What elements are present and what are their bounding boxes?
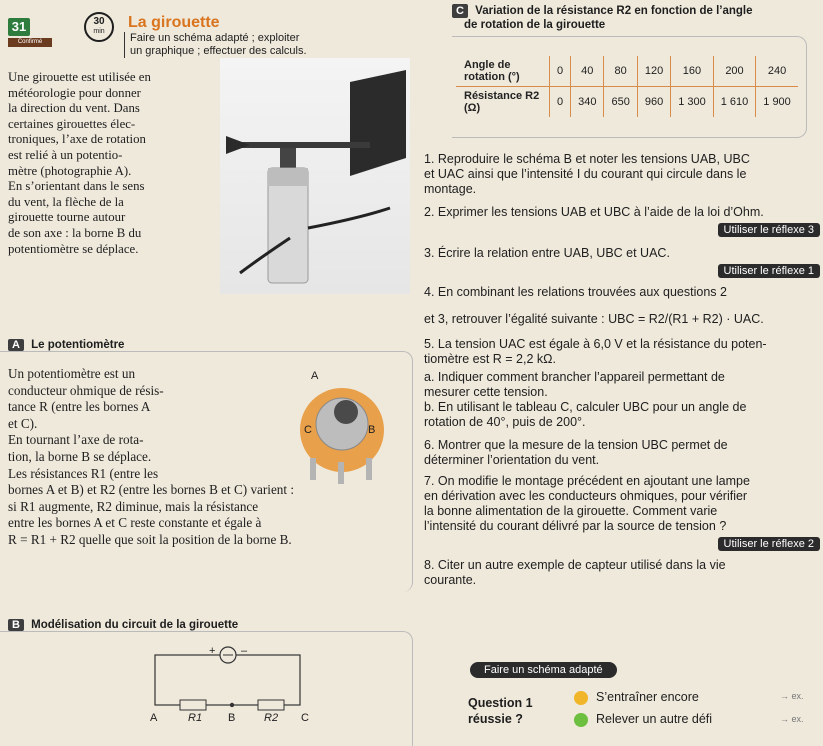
exercise-link-2[interactable]: → ex. — [780, 714, 804, 724]
resistance-table — [456, 56, 798, 117]
question-4: 4. En combinant les relations trouvées aux questions 2 et 3, retrouver l’égalité suivante : UBC = R2/(R1 + R2) · UAC. — [424, 285, 764, 326]
weather-vane-photo — [220, 58, 410, 294]
row-label-resistance: Résistance R2 (Ω) — [456, 87, 550, 118]
reflex-2-badge[interactable]: Utiliser le réflexe 2 — [718, 537, 820, 551]
question-8: 8. Citer un autre exemple de capteur utilisé dans la vie courante. — [424, 558, 726, 587]
skill-badge: Faire un schéma adapté — [470, 662, 617, 678]
question-2: 2. Exprimer les tensions UAB et UBC à l’aide de la loi d’Ohm. — [424, 205, 764, 219]
table-row: Angle de rotation (°) 0 40 80 120 160 200 240 — [456, 56, 798, 87]
exercise-title: La girouette — [128, 14, 220, 31]
circuit-label-c: C — [301, 712, 309, 724]
doc-c-header: C Variation de la résistance R2 en fonction de l’angle de rotation de la girouette — [452, 4, 753, 32]
question-1: 1. Reproduire le schéma B et noter les tensions UAB, UBC et UAC ainsi que l’intensité I du courant qui circule dans le montage. — [424, 152, 750, 196]
circuit-diagram — [140, 640, 320, 720]
doc-a-text: Un potentiomètre est un conducteur ohmique de résis- tance R (entre les bornes A et C). En tournant l’axe de rota- tion, la borne B se déplace. Les résistances R1 (entre les bornes A et B) et R2 (entre les bornes B et C) varient : si R1 augmente, R2 diminue, mais la résistance entre les bornes A et C reste constante et égale à R = R1 + R2 quelle que soit la position de la borne B. — [8, 366, 295, 547]
intro-text: Une girouette est utilisée en météorologie pour donner la direction du vent. Dans certaines girouettes élec- troniques, l’axe de rotation est relié à un potentio- mètre (photographie A). En s’orientant dans le sens du vent, la flèche de la girouette tourne autour de son axe : la borne B du potentiomètre se déplace. — [8, 70, 151, 256]
reflex-3-badge[interactable]: Utiliser le réflexe 3 — [718, 223, 820, 237]
question-3: 3. Écrire la relation entre UAB, UBC et UAC. — [424, 246, 670, 260]
sad-face-icon — [574, 691, 588, 705]
table-row: Résistance R2 (Ω) 0 340 650 960 1 300 1 610 1 900 — [456, 87, 798, 118]
circuit-plus: + — [209, 645, 216, 657]
self-check: Question 1 réussie ? — [468, 696, 533, 726]
option-new-challenge[interactable]: Relever un autre défi — [574, 712, 712, 727]
skills: Faire un schéma adapté ; exploiter un graphique ; effectuer des calculs. — [124, 32, 307, 58]
doc-a-header: A Le potentiomètre — [8, 339, 124, 351]
circuit-minus: – — [241, 645, 248, 657]
circuit-label-r1: R1 — [188, 712, 203, 724]
level-badge: Confirmé — [8, 38, 52, 47]
row-label-angle: Angle de rotation (°) — [456, 56, 550, 87]
exercise-number: 31 — [8, 18, 30, 36]
timer-icon: 30 min — [84, 12, 114, 42]
circuit-label-b: B — [228, 712, 236, 724]
photo-label-a: A — [311, 370, 319, 382]
questions — [424, 152, 820, 588]
doc-b-header: B Modélisation du circuit de la girouette — [8, 619, 238, 631]
potentiometer-photo — [270, 362, 410, 497]
photo-label-c: C — [304, 424, 312, 436]
exercise-link-1[interactable]: → ex. — [780, 691, 804, 701]
question-5: 5. La tension UAC est égale à 6,0 V et la résistance du poten- tiomètre est R = 2,2 kΩ. a. Indiquer comment brancher l’appareil permettant de mesurer cette tension. b. En utilisant le tableau C, calculer UBC pour un angle de rotation de 40°, puis de 200°. — [424, 337, 767, 429]
circuit-label-r2: R2 — [264, 712, 279, 724]
reflex-1-badge[interactable]: Utiliser le réflexe 1 — [718, 264, 820, 278]
photo-label-b: B — [368, 424, 376, 436]
happy-face-icon — [574, 713, 588, 727]
question-6: 6. Montrer que la mesure de la tension UBC permet de déterminer l’orientation du vent. — [424, 438, 728, 467]
circuit-label-a: A — [150, 712, 158, 724]
option-train-again[interactable]: S’entraîner encore — [574, 690, 699, 705]
question-7: 7. On modifie le montage précédent en ajoutant une lampe en dérivation avec les conducteurs ohmiques, pour vérifier la bonne alimentation de la girouette. Comment varie l’intensité du courant délivré par la source de tension ? — [424, 474, 750, 533]
